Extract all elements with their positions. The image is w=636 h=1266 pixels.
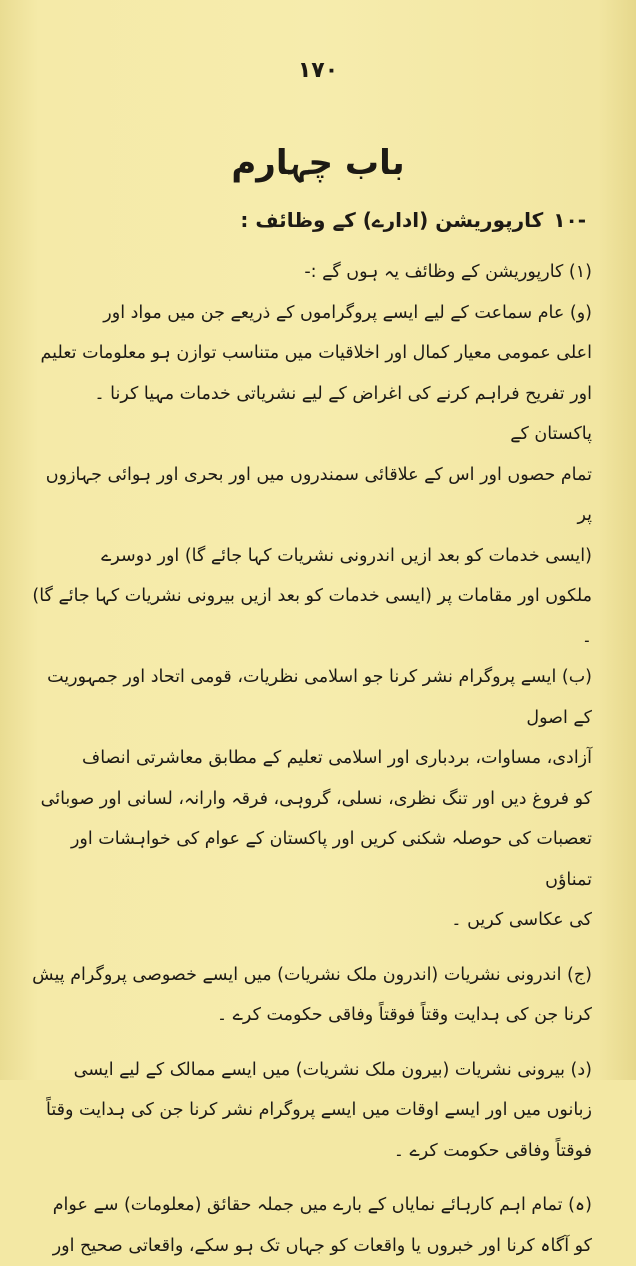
text-line: (و) عام سماعت کے لیے ایسے پروگراموں کے ذریعے جن میں مواد اور [32, 293, 592, 334]
text-line: (ہ) تمام اہم کارہائے نمایاں کے بارے میں جملہ حقائق (معلومات) سے عوام [32, 1185, 592, 1226]
paragraph-d [32, 1050, 592, 1172]
text-line: کرنا جن کی ہدایت وقتاً فوقتاً وفاقی حکومت کرے ۔ [32, 995, 592, 1036]
section-title: کارپوریشن (ادارے) کے وظائف : [240, 208, 543, 232]
text-line: فوقتاً وفاقی حکومت کرے ۔ [32, 1131, 592, 1172]
paragraph-h [32, 1185, 592, 1266]
paragraph-j [32, 955, 592, 1036]
text-line: زبانوں میں اور ایسے اوقات میں ایسے پروگرام نشر کرنا جن کی ہدایت وقتاً [32, 1090, 592, 1131]
paragraph-w [32, 293, 592, 658]
chapter-title: باب چہارم [0, 142, 636, 183]
text-line: تعصبات کی حوصلہ شکنی کریں اور پاکستان کے عوام کی خواہشات اور تمناؤں [32, 819, 592, 900]
text-line: (ج) اندرونی نشریات (اندرون ملک نشریات) میں ایسے خصوصی پروگرام پیش [32, 955, 592, 996]
text-line: آزادی، مساوات، بردباری اور اسلامی تعلیم کے مطابق معاشرتی انصاف [32, 738, 592, 779]
page-number: ۱۷۰ [0, 58, 636, 83]
section-heading [46, 208, 586, 232]
text-line: تمام حصوں اور اس کے علاقائی سمندروں میں اور بحری اور ہوائی جہازوں پر [32, 455, 592, 536]
body-text [32, 252, 592, 1266]
section-number: ۱۰- [553, 208, 586, 232]
text-line: کو آگاہ کرنا اور خبروں یا واقعات کو جہاں تک ہو سکے، واقعاتی صحیح اور [32, 1226, 592, 1266]
text-line: (۱) کارپوریشن کے وظائف یہ ہوں گے :- [32, 252, 592, 293]
text-line: اعلی عمومی معیار کمال اور اخلاقیات میں متناسب توازن ہو معلومات تعلیم [32, 333, 592, 374]
paragraph-b [32, 657, 592, 941]
text-line: (ایسی خدمات کو بعد ازیں اندرونی نشریات کہا جائے گا) اور دوسرے [32, 536, 592, 577]
text-line: (ب) ایسے پروگرام نشر کرنا جو اسلامی نظریات، قومی اتحاد اور جمہوریت کے اصول [32, 657, 592, 738]
text-line: اور تفریح فراہم کرنے کی اغراض کے لیے نشریاتی خدمات مہیا کرنا ۔ پاکستان کے [32, 374, 592, 455]
text-line: (د) بیرونی نشریات (بیرون ملک نشریات) میں ایسے ممالک کے لیے ایسی [32, 1050, 592, 1091]
text-line: کی عکاسی کریں ۔ [32, 900, 592, 941]
text-line: ملکوں اور مقامات پر (ایسی خدمات کو بعد ازیں بیرونی نشریات کہا جائے گا) ۔ [32, 576, 592, 657]
text-line: کو فروغ دیں اور تنگ نظری، نسلی، گروہی، فرقہ وارانہ، لسانی اور صوبائی [32, 779, 592, 820]
